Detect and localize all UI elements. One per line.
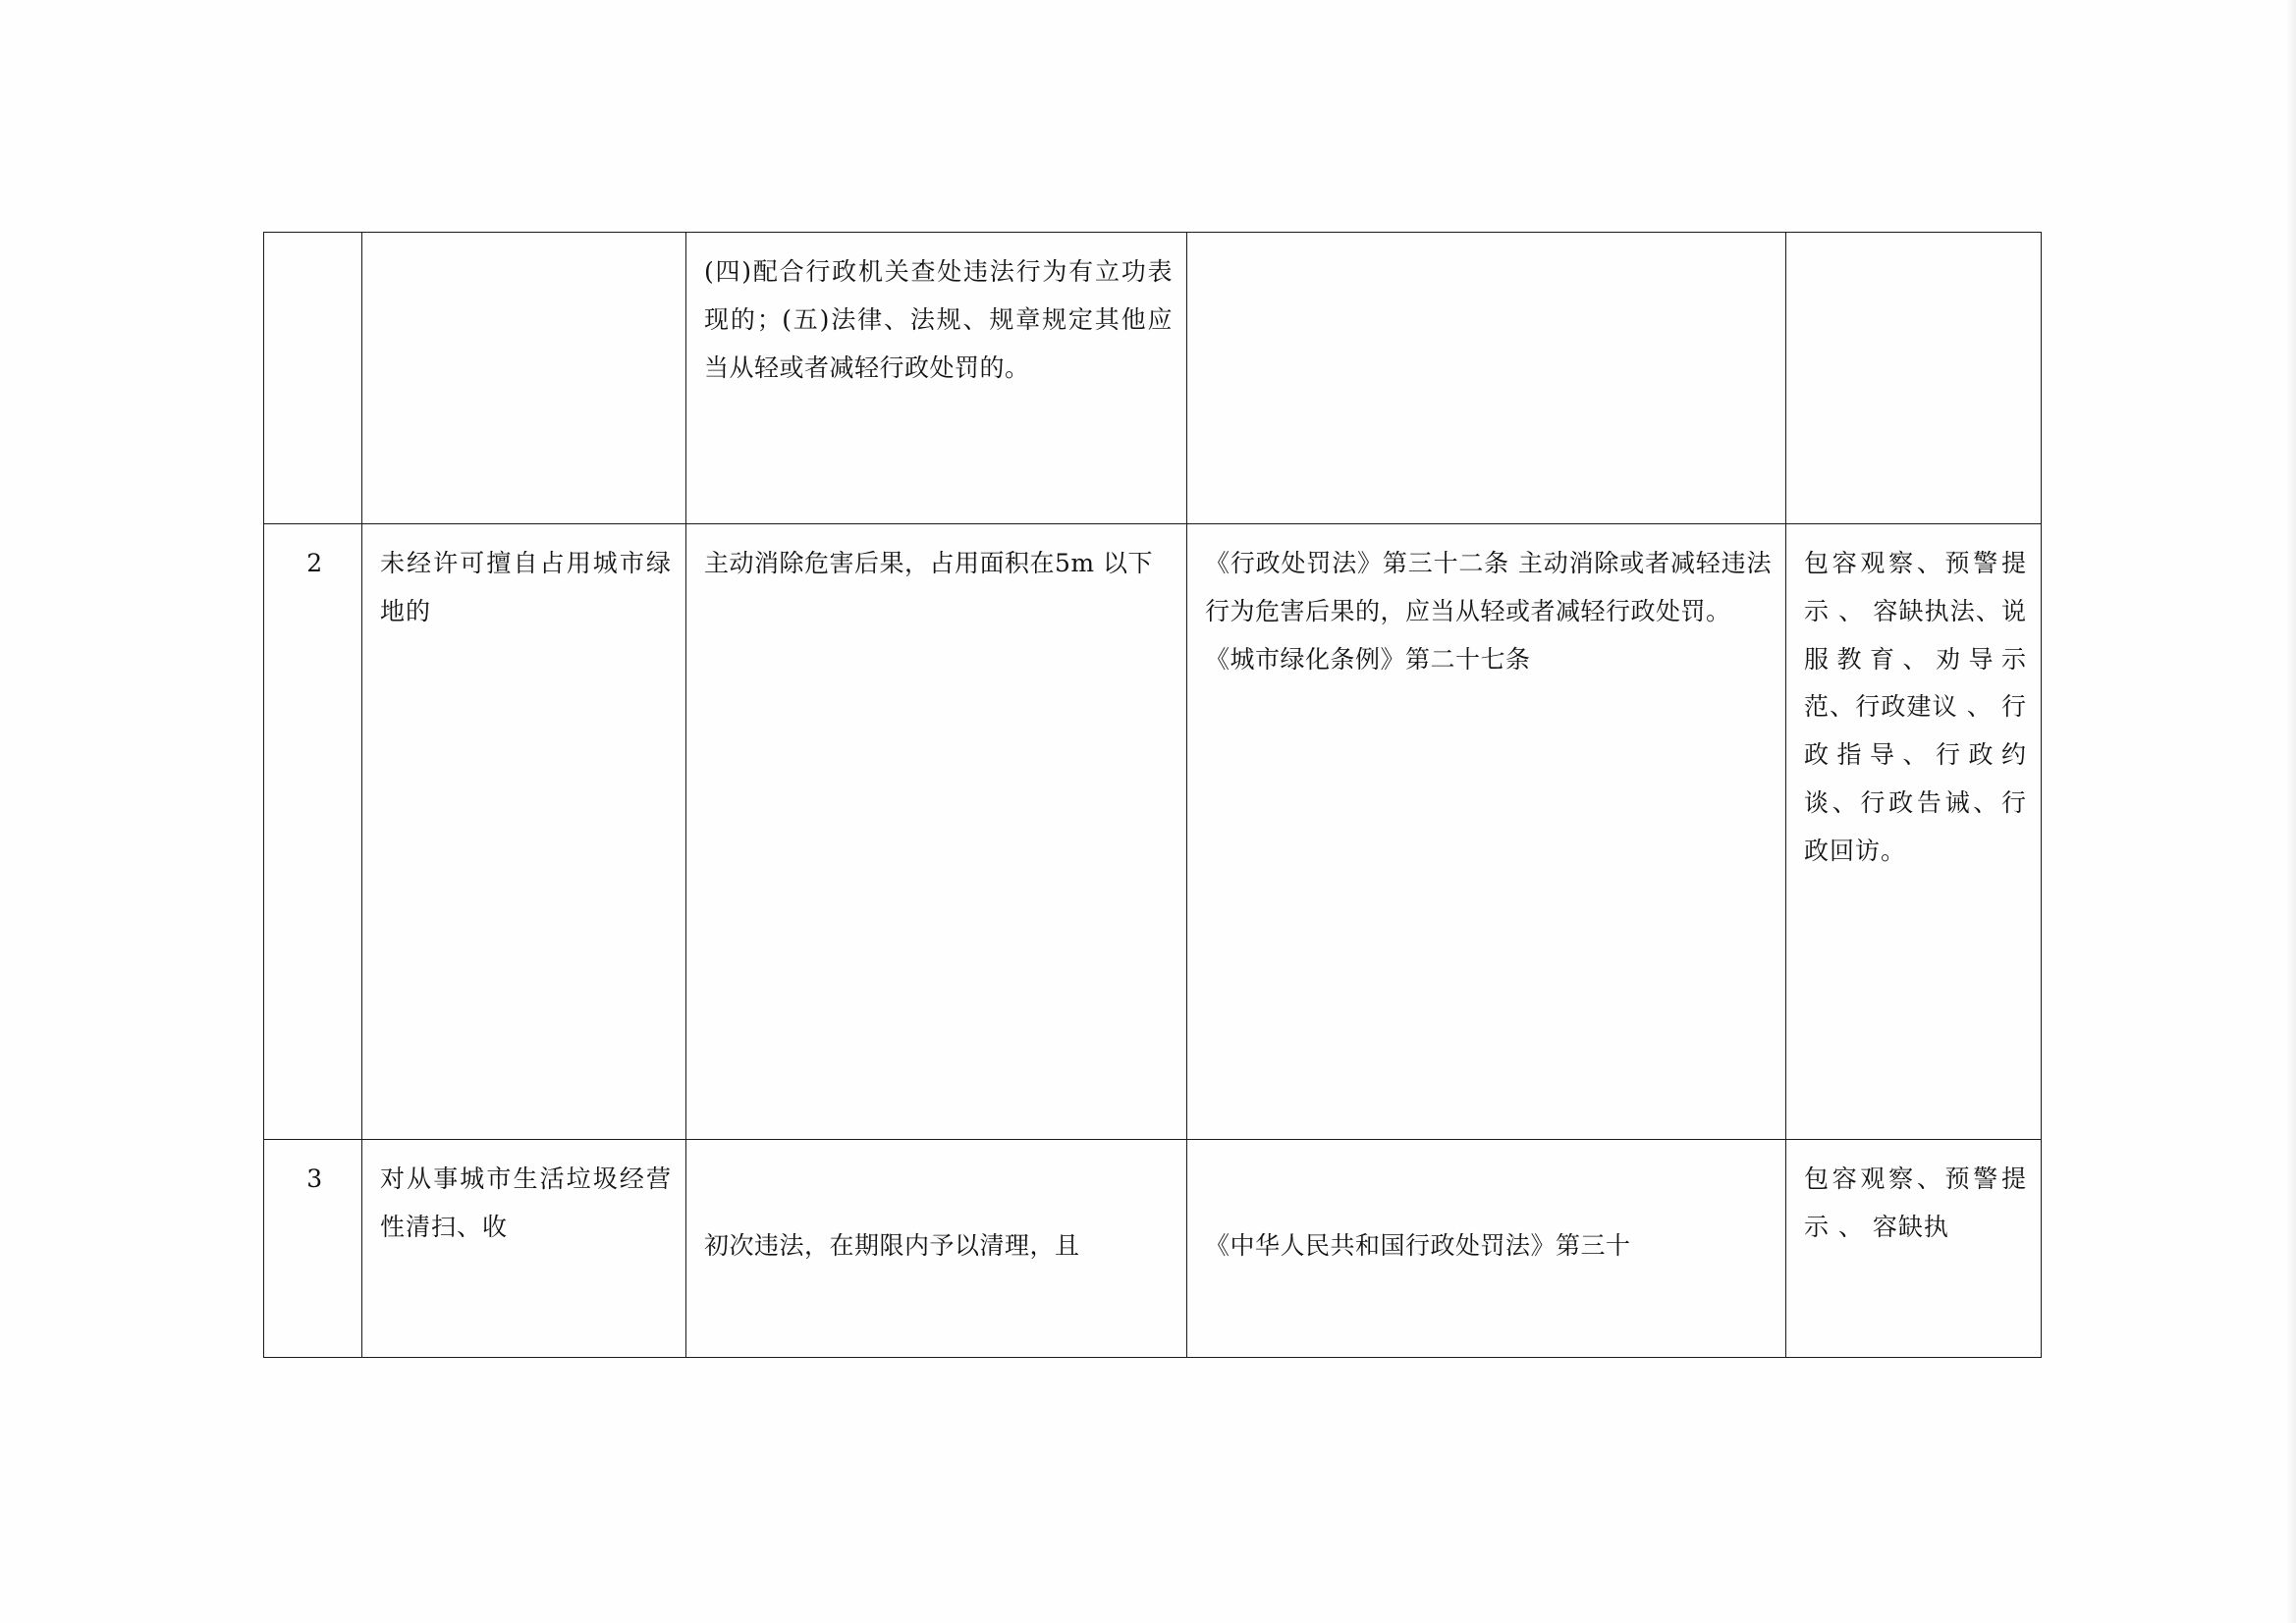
cell-item-name: 对从事城市生活垃圾经营性清扫、收: [362, 1140, 686, 1358]
cell-serial-number: [264, 233, 362, 524]
table-row: [264, 233, 2042, 524]
cell-legal-basis: [1187, 233, 1786, 524]
cell-implementation-method: [1786, 233, 2042, 524]
cell-implementation-method: 包容观察、预警提示 、 容缺执: [1786, 1140, 2042, 1358]
regulation-table: [263, 232, 2042, 1358]
table-row: [264, 1140, 2042, 1358]
cell-serial-number: 2: [264, 524, 362, 1140]
cell-legal-basis: 《中华人民共和国行政处罚法》第三十: [1187, 1140, 1786, 1358]
cell-applicable-condition: 主动消除危害后果，占用面积在5m 以下: [686, 524, 1187, 1140]
cell-item-name: 未经许可擅自占用城市绿地的: [362, 524, 686, 1140]
cell-implementation-method: 包容观察、预警提示 、 容缺执法、说服教育、劝导示范、行政建议 、 行政指导、行政约谈、行政告诫、行政回访。: [1786, 524, 2042, 1140]
cell-serial-number: 3: [264, 1140, 362, 1358]
cell-applicable-condition: (四)配合行政机关查处违法行为有立功表现的；(五)法律、法规、规章规定其他应当从轻或者减轻行政处罚的。: [686, 233, 1187, 524]
table-row: [264, 524, 2042, 1140]
cell-item-name: [362, 233, 686, 524]
cell-applicable-condition: 初次违法，在期限内予以清理，且: [686, 1140, 1187, 1358]
cell-legal-basis: 《行政处罚法》第三十二条 主动消除或者减轻违法行为危害后果的，应当从轻或者减轻行政处罚。 《城市绿化条例》第二十七条: [1187, 524, 1786, 1140]
